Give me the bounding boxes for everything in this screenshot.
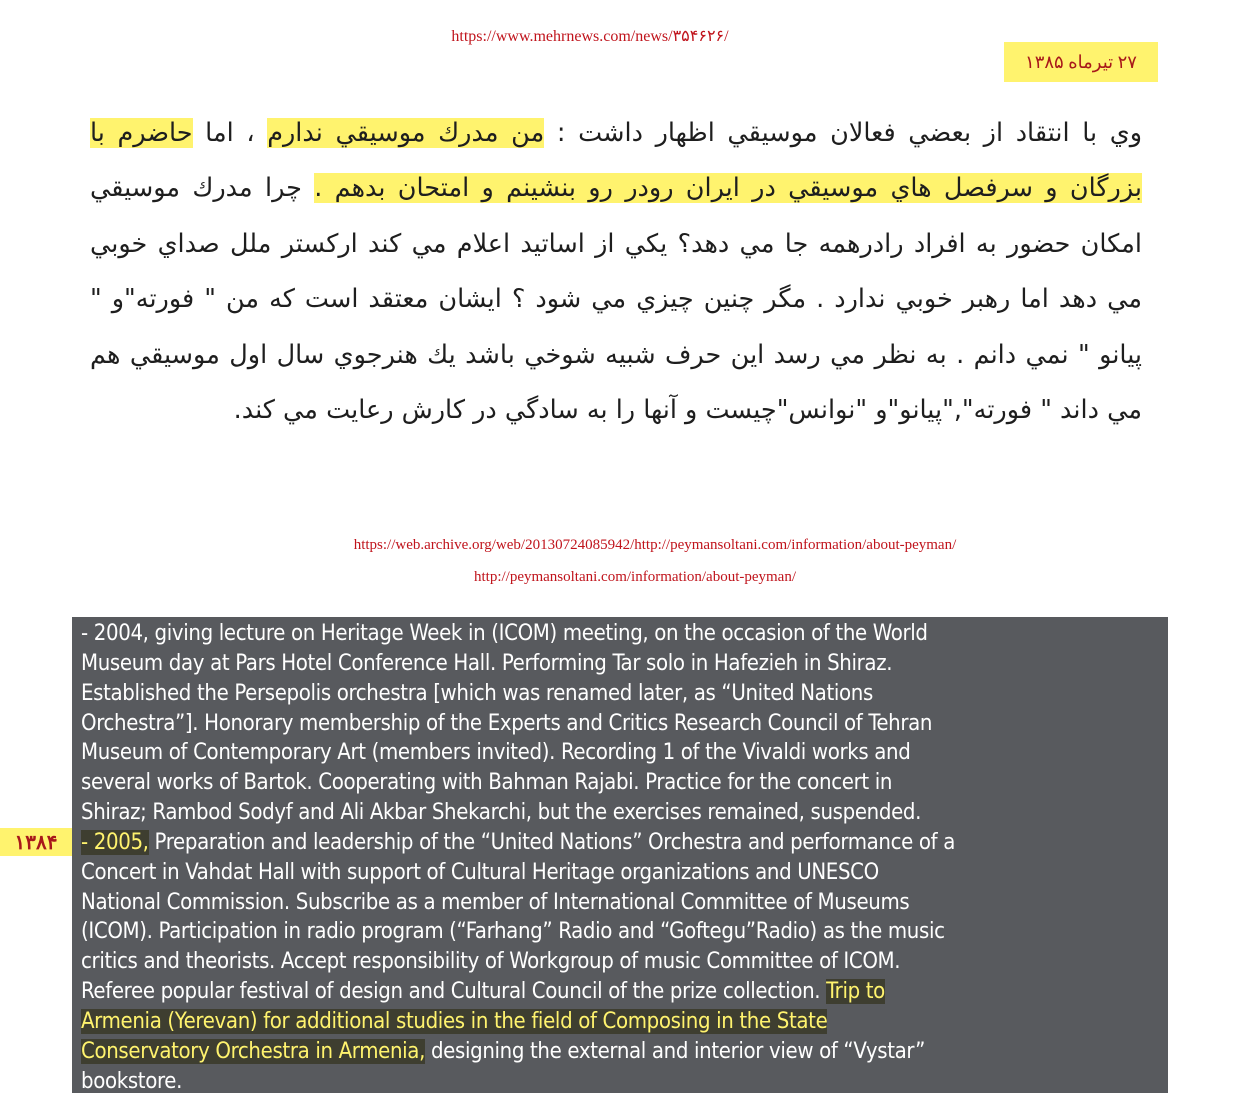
biography-line: [81, 917, 1160, 947]
highlighted-text: Conservatory Orchestra in Armenia,: [81, 1038, 426, 1064]
biography-line: [81, 1067, 1160, 1097]
biography-line: [81, 798, 1160, 828]
mehrnews-url[interactable]: https://www.mehrnews.com/news/۳۵۴۶۲۶/: [451, 28, 729, 45]
highlighted-quote: من مدرك موسيقي ندارم: [267, 118, 545, 148]
biography-text: designing the external and interior view of “Vystar”: [425, 1038, 926, 1064]
archive-url[interactable]: https://web.archive.org/web/20130724085942/http://peymansoltani.com/information/about-peyman/: [353, 537, 957, 553]
biography-line: [81, 888, 1160, 918]
persian-quote-paragraph: [90, 106, 1142, 438]
biography-line: [81, 768, 1160, 798]
biography-text: - 2004, giving lecture on Heritage Week in (ICOM) meeting, on the occasion of the World: [81, 621, 928, 646]
highlighted-quote: حاضرم با بزرگان و سرفصل هاي موسيقي در ايران رودر رو بنشينم و امتحان بدهم .: [90, 118, 1142, 204]
biography-line: [81, 1037, 1160, 1067]
quote-text: ، اما: [192, 118, 268, 148]
biography-line: [81, 977, 1160, 1007]
english-biography-text: [81, 619, 1160, 1097]
biography-text: (ICOM). Participation in radio program (“Farhang” Radio and “Goftegu”Radio) as the music: [81, 919, 945, 945]
english-biography-panel: [72, 617, 1168, 1093]
biography-line: [81, 738, 1160, 768]
quote-text: چرا مدرك موسيقي امكان حضور به افراد رادرهمه جا مي دهد؟ يكي از اساتيد اعلام مي كند اركستر ملل صداي خوبي مي دهد اما رهبر خوبي ندارد . مگر چنين چيزي مي شود ؟ ايشان معتقد است كه من " فورته"و " پيانو " نمي دانم . به نظر مي رسد اين حرف شبيه شوخي باشد يك هنرجوي سال اول موسيقي هم مي داند " فورته","پيانو"و "نوانس"چيست و آنها را به سادگي در كارش رعايت مي كند.: [90, 173, 1142, 426]
highlighted-text: Armenia (Yerevan) for additional studies in the field of Composing in the State: [81, 1008, 828, 1034]
biography-line: [81, 619, 1160, 649]
biography-line: [81, 828, 1160, 858]
biography-text: Established the Persepolis orchestra [which was renamed later, as “United Nations: [81, 680, 873, 706]
quote-text: وي با انتقاد از بعضي فعالان موسيقي اظهار داشت :: [544, 118, 1143, 148]
biography-text: critics and theorists. Accept responsibility of Workgroup of music Committee of ICOM.: [81, 949, 901, 975]
biography-text: Concert in Vahdat Hall with support of Cultural Heritage organizations and UNESCO: [81, 859, 879, 885]
biography-text: Orchestra”]. Honorary membership of the Experts and Critics Research Council of Tehran: [81, 710, 933, 736]
biography-line: [81, 679, 1160, 709]
biography-text: several works of Bartok. Cooperating with Bahman Rajabi. Practice for the concert in: [81, 770, 893, 796]
highlighted-text: Trip to: [826, 979, 885, 1005]
biography-text: National Commission. Subscribe as a member of International Committee of Museums: [81, 889, 910, 915]
biography-text: Referee popular festival of design and Cultural Council of the prize collection.: [81, 979, 827, 1005]
biography-text: bookstore.: [81, 1068, 183, 1094]
biography-text: Museum day at Pars Hotel Conference Hall. Performing Tar solo in Hafezieh in Shiraz.: [81, 650, 893, 676]
biography-text: Museum of Contemporary Art (members invited). Recording 1 of the Vivaldi works and: [81, 740, 911, 766]
biography-line: [81, 947, 1160, 977]
highlighted-text: - 2005,: [81, 829, 149, 855]
biography-text: Preparation and leadership of the “United Nations” Orchestra and performance of a: [148, 829, 956, 855]
biography-line: [81, 858, 1160, 888]
biography-line: [81, 1007, 1160, 1037]
year-side-tag: ۱۳۸۴: [0, 828, 72, 856]
date-label: ۲۷ تیرماه ۱۳۸۵: [1004, 42, 1158, 82]
peymansoltani-url[interactable]: http://peymansoltani.com/information/about-peyman/: [473, 569, 797, 585]
biography-line: [81, 709, 1160, 739]
biography-line: [81, 649, 1160, 679]
biography-text: Shiraz; Rambod Sodyf and Ali Akbar Shekarchi, but the exercises remained, suspended.: [81, 800, 922, 826]
